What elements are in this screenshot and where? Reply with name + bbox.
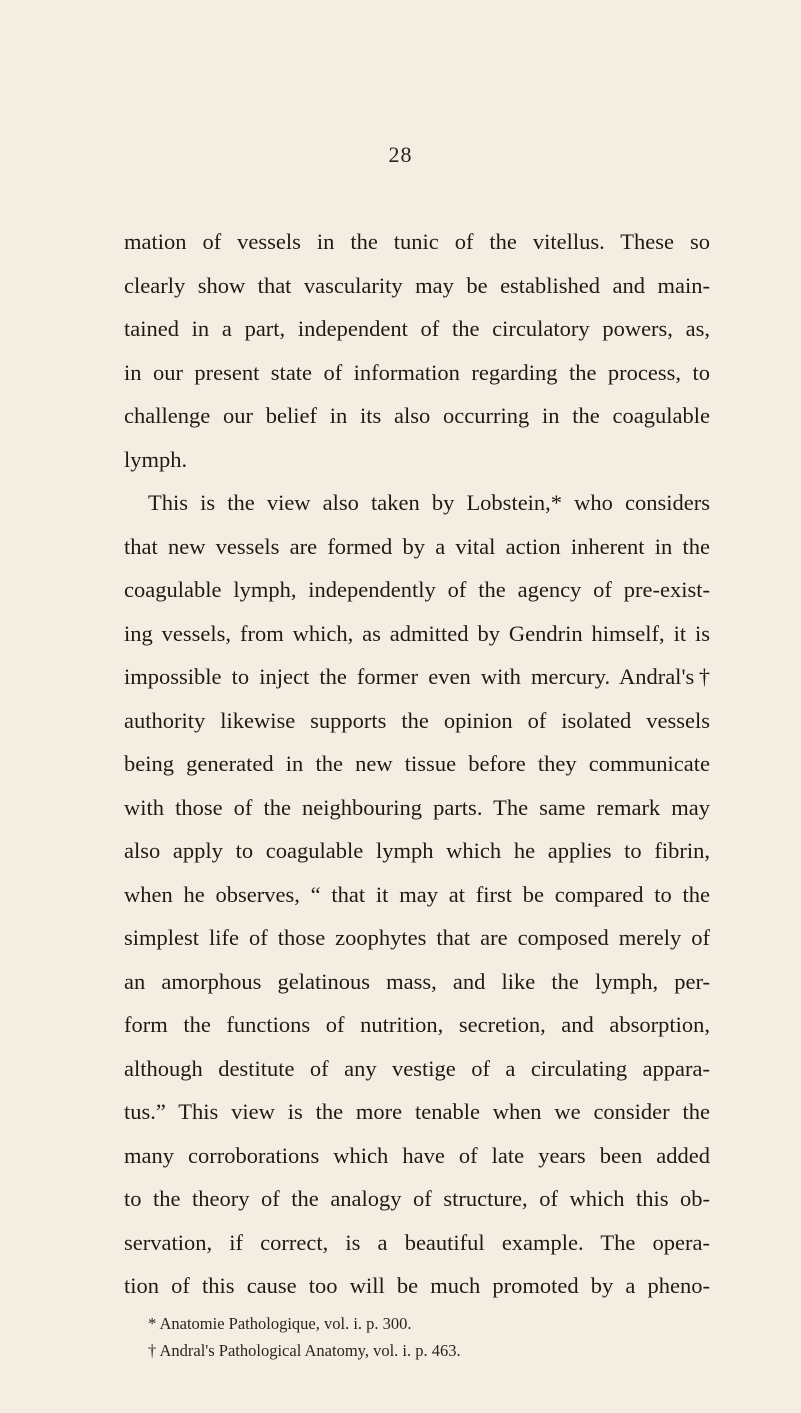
text-line: servation, if correct, is a beautiful example. The opera- (124, 1229, 710, 1255)
text-line: lymph. (124, 446, 188, 472)
text-line: when he observes, “ that it may at first be compared to the (124, 881, 710, 907)
text-line: many corroborations which have of late years been added (124, 1142, 710, 1168)
footnote: † Andral's Pathological Anatomy, vol. i. p. 463. (148, 1341, 461, 1360)
text-line: challenge our belief in its also occurring in the coagulable (124, 403, 710, 428)
footnotes (124, 1310, 710, 1364)
text-line: mation of vessels in the tunic of the vitellus. These so (124, 229, 710, 254)
text-line: tion of this cause too will be much promoted by a pheno- (124, 1273, 710, 1298)
text-line: tus.” This view is the more tenable when we consider the (124, 1099, 710, 1124)
body-text (124, 220, 710, 1308)
text-line: coagulable lymph, independently of the agency of pre-exist- (124, 577, 710, 602)
text-line: impossible to inject the former even with mercury. Andral's† (124, 664, 710, 689)
text-line: tained in a part, independent of the circulatory powers, as, (124, 316, 710, 341)
text-line: This is the view also taken by Lobstein,* who considers (148, 490, 710, 515)
text-line: with those of the neighbouring parts. The same remark may (124, 794, 710, 820)
text-line: authority likewise supports the opinion of isolated vessels (124, 707, 710, 733)
text-line: simplest life of those zoophytes that are composed merely of (124, 925, 710, 950)
text-line: that new vessels are formed by a vital action inherent in the (124, 533, 710, 559)
text-line: clearly show that vascularity may be established and main- (124, 272, 710, 298)
text-line: ing vessels, from which, as admitted by Gendrin himself, it is (124, 620, 710, 646)
text-line: to the theory of the analogy of structure, of which this ob- (124, 1186, 710, 1211)
text-line: being generated in the new tissue before they communicate (124, 751, 710, 776)
text-line: also apply to coagulable lymph which he applies to fibrin, (124, 838, 710, 863)
page-number: 28 (388, 142, 413, 167)
text-line: an amorphous gelatinous mass, and like the lymph, per- (124, 968, 710, 994)
footnote: * Anatomie Pathologique, vol. i. p. 300. (148, 1314, 412, 1333)
text-line: in our present state of information regarding the process, to (124, 359, 710, 385)
text-line: form the functions of nutrition, secretion, and absorption, (124, 1012, 710, 1037)
text-line: although destitute of any vestige of a circulating appara- (124, 1055, 710, 1081)
